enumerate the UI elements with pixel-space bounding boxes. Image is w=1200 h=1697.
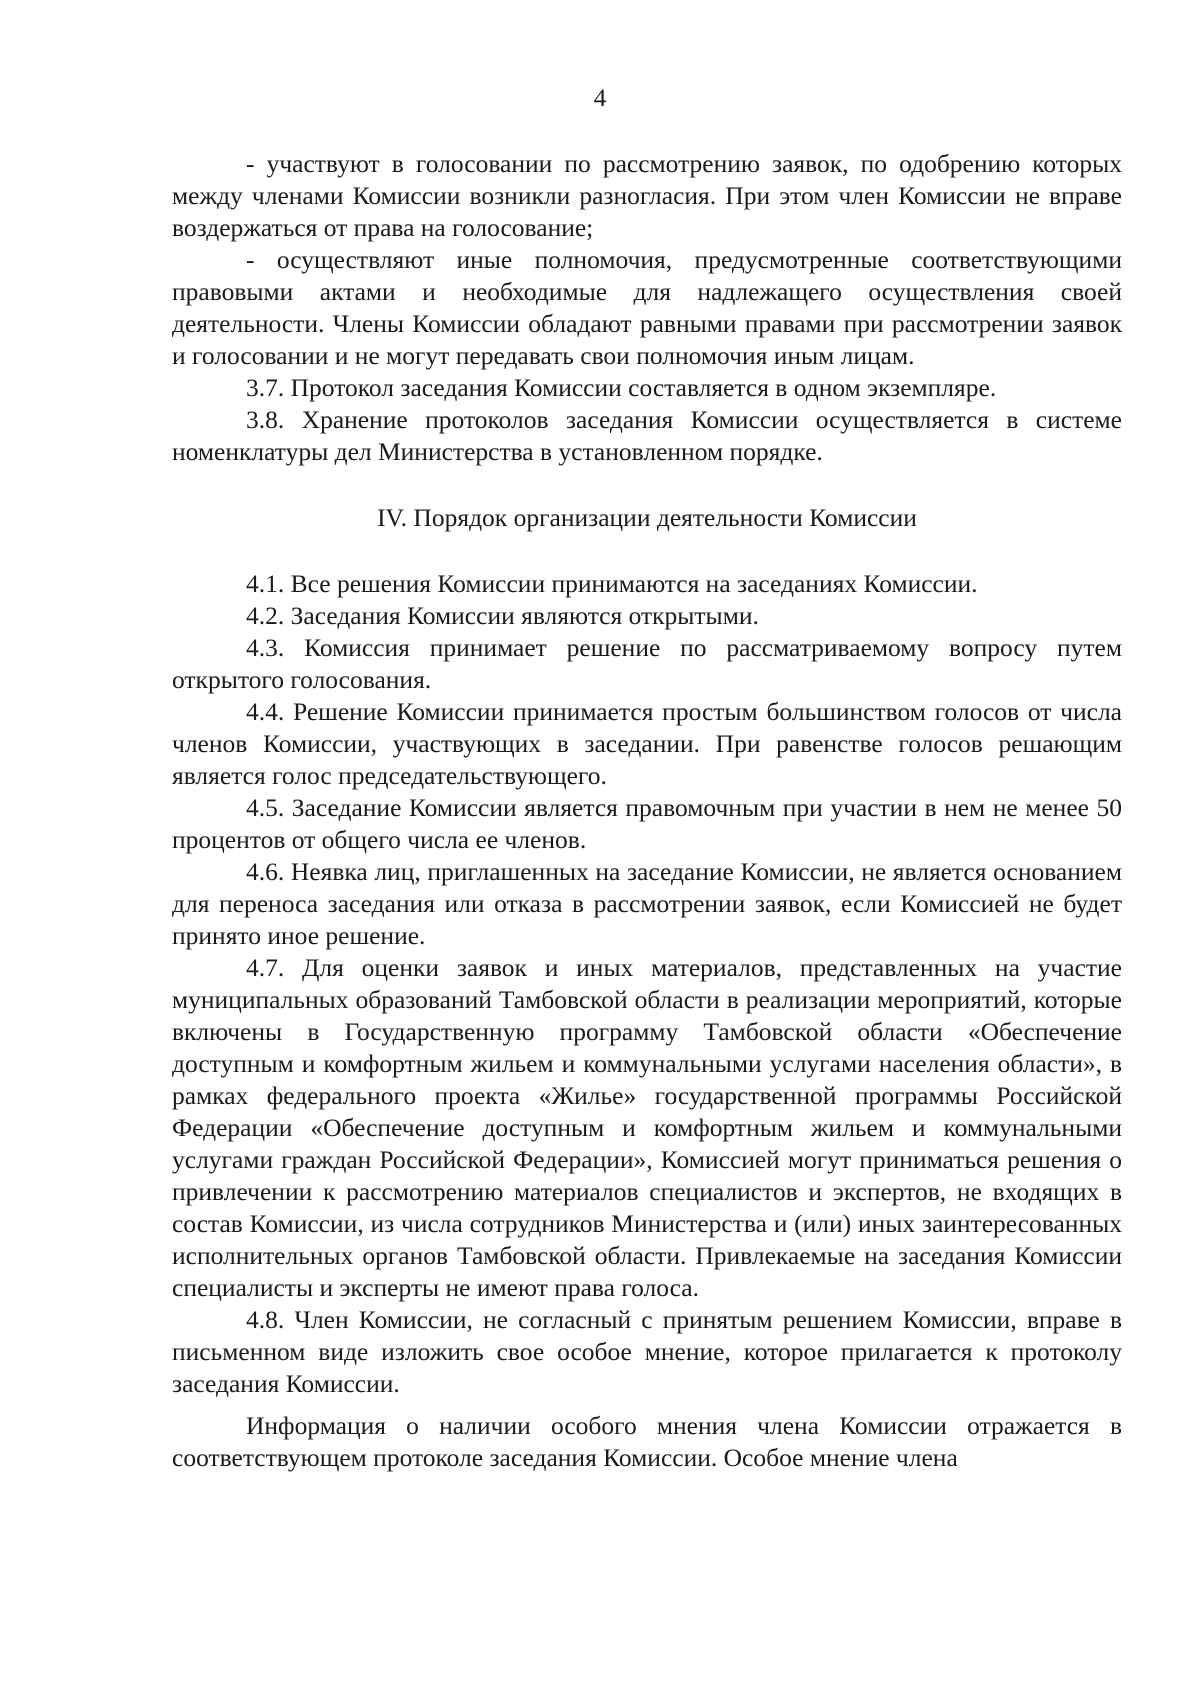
paragraph-3-7: 3.7. Протокол заседания Комиссии составляется в одном экземпляре. — [246, 373, 997, 402]
paragraph-voting-disagreement: - участвуют в голосовании по рассмотрению заявок, по одобрению которых между членами Комиссии возникли разногласия. При этом член Комиссии не вправе воздержаться от права на голосование; — [172, 149, 1122, 242]
paragraph-4-4: 4.4. Решение Комиссии принимается простым большинством голосов от числа членов Комиссии, участвующих в заседании. При равенстве голосов решающим является голос председательствующего. — [172, 697, 1122, 790]
paragraph-3-8: 3.8. Хранение протоколов заседания Комиссии осуществляется в системе номенклатуры дел Министерства в установленном порядке. — [172, 405, 1122, 466]
paragraph-4-7: 4.7. Для оценки заявок и иных материалов, представленных на участие муниципальных образований Тамбовской области в реализации мероприятий, которые включены в Государственную программу Тамбовской области «Обеспечение доступным и комфортным жильем и коммунальными услугами населения области», в рамках федерального проекта «Жилье» государственной программы Российской Федерации «Обеспечение доступным и комфортным жильем и коммунальными услугами граждан Российской Федерации», Комиссией могут приниматься решения о привлечении к рассмотрению материалов специалистов и экспертов, не входящих в состав Комиссии, из числа сотрудников Министерства и (или) иных заинтересованных исполнительных органов Тамбовской области. Привлекаемые на заседания Комиссии специалисты и эксперты не имеют права голоса. — [172, 953, 1122, 1302]
paragraph-4-1: 4.1. Все решения Комиссии принимаются на заседаниях Комиссии. — [246, 569, 978, 598]
paragraph-4-3: 4.3. Комиссия принимает решение по рассматриваемому вопросу путем открытого голосования. — [172, 633, 1122, 694]
paragraph-4-5: 4.5. Заседание Комиссии является правомочным при участии в нем не менее 50 процентов от общего числа ее членов. — [172, 793, 1122, 854]
paragraph-other-powers: - осуществляют иные полномочия, предусмотренные соответствующими правовыми актами и необходимые для надлежащего осуществления своей деятельности. Члены Комиссии обладают равными правами при рассмотрении заявок и голосовании и не могут передавать свои полномочия иным лицам. — [172, 245, 1122, 370]
paragraph-4-6: 4.6. Неявка лиц, приглашенных на заседание Комиссии, не является основанием для переноса заседания или отказа в рассмотрении заявок, если Комиссией не будет принято иное решение. — [172, 857, 1122, 950]
paragraph-4-8: 4.8. Член Комиссии, не согласный с принятым решением Комиссии, вправе в письменном виде изложить свое особое мнение, которое прилагается к протоколу заседания Комиссии. — [172, 1305, 1122, 1398]
paragraph-4-2: 4.2. Заседания Комиссии являются открытыми. — [246, 601, 759, 630]
document-body — [172, 148, 1122, 1474]
page-number: 4 — [593, 85, 607, 112]
section-heading: IV. Порядок организации деятельности Комиссии — [377, 503, 917, 532]
paragraph-special-opinion: Информация о наличии особого мнения члена Комиссии отражается в соответствующем протоколе заседания Комиссии. Особое мнение члена — [172, 1411, 1122, 1472]
